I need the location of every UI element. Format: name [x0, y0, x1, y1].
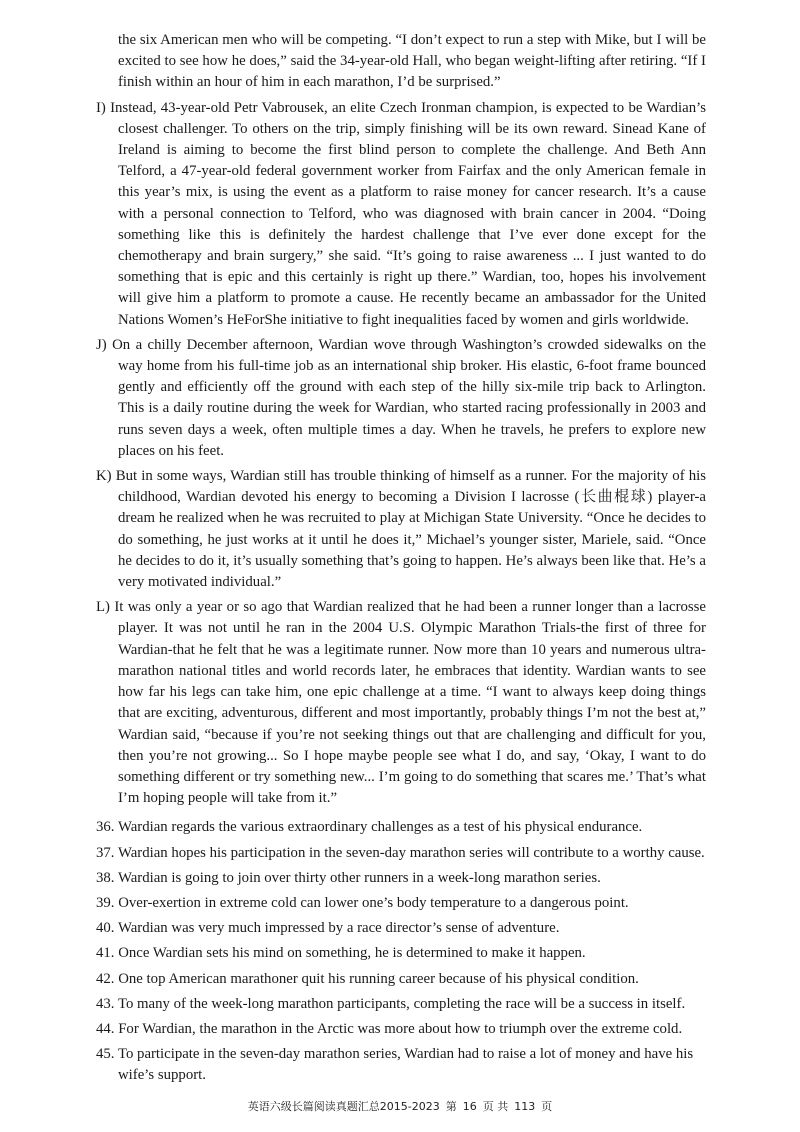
page-footer — [0, 1098, 800, 1114]
question-number: 44. — [96, 1020, 115, 1037]
question-text: Wardian hopes his participation in the seven-day marathon series will contribute to a worthy cause. — [117, 844, 705, 861]
paragraph-label: K) — [96, 468, 112, 485]
paragraph-i — [96, 98, 706, 331]
question-text: One top American marathoner quit his running career because of his physical condition. — [118, 970, 639, 987]
question-number: 37. — [96, 844, 115, 861]
question-item — [96, 943, 706, 964]
question-text: To participate in the seven-day marathon series, Wardian had to raise a lot of money and have his wife’s support. — [117, 1046, 694, 1084]
reading-passage — [96, 30, 706, 1091]
question-text: Wardian was very much impressed by a race director’s sense of adventure. — [117, 920, 560, 937]
paragraph-l — [96, 597, 706, 809]
footer-page-prefix: 第 — [445, 1100, 457, 1113]
paragraph-text: On a chilly December afternoon, Wardian wove through Washington’s crowded sidewalks on the way home from his full-time job as an international ship broker. His elastic, 6-foot frame bounced gently and efficiently off the ground with each step of the hilly six-mile trip back to Arlington. This is a daily routine during the week for Wardian, who started racing professionally in 2003 and runs seven days a week, often multiple times a day. When he travels, he prefers to explore new places on his feet. — [112, 336, 707, 459]
question-text: Over-exertion in extreme cold can lower one’s body temperature to a dangerous point. — [118, 894, 629, 911]
footer-title: 英语六级长篇阅读真题汇总2015-2023 — [247, 1100, 440, 1113]
question-number: 42. — [96, 970, 115, 987]
question-item — [96, 817, 706, 838]
question-list — [96, 817, 706, 1086]
question-text: For Wardian, the marathon in the Arctic was more about how to triumph over the extreme cold. — [118, 1020, 683, 1037]
continued-paragraph: the six American men who will be competing. “I don’t expect to run a step with Mike, but I will be excited to see how he does,” said the 34-year-old Hall, who began weight-lifting after retiring. “If I finish within an hour of him in each marathon, I’d be surprised.” — [118, 32, 706, 91]
paragraph-j — [96, 335, 706, 462]
question-number: 45. — [96, 1046, 115, 1063]
question-text: Wardian is going to join over thirty other runners in a week-long marathon series. — [117, 869, 601, 886]
question-item — [96, 1019, 706, 1040]
question-item — [96, 893, 706, 914]
paragraph-text: But in some ways, Wardian still has trouble thinking of himself as a runner. For the majority of his childhood, Wardian devoted his energy to becoming a Division I lacrosse (长曲棍球) player-a dream he realized when he was recruited to play at Michigan State University. “Once he decides to do something, he just works at it until he does it,” Michael’s younger sister, Mariele, said. “Once he decides to do it, it’s usually something that’s going to happen. He’s always been like that. He’s a very motivated individual.” — [115, 468, 706, 591]
paragraph-label: J) — [96, 336, 107, 353]
question-text: Wardian regards the various extraordinary challenges as a test of his physical endurance. — [117, 819, 643, 836]
question-item — [96, 1044, 706, 1086]
question-text: To many of the week-long marathon participants, completing the race will be a success in itself. — [117, 995, 686, 1012]
question-item — [96, 918, 706, 939]
question-number: 38. — [96, 869, 115, 886]
footer-total-pages: 113 — [514, 1100, 536, 1113]
question-item — [96, 868, 706, 889]
paragraph-label: L) — [96, 599, 110, 616]
question-number: 43. — [96, 995, 115, 1012]
paragraph-text: Instead, 43-year-old Petr Vabrousek, an elite Czech Ironman champion, is expected to be Wardian’s closest challenger. To others on the trip, simply finishing will be its own reward. Sinead Kane of Ireland is aiming to become the first blind person to complete the challenge. And Beth Ann Telford, a 47-year-old federal government worker from Fairfax and the only American female in this year’s mix, is using the event as a platform to raise money for cancer research. It’s a cause with a personal connection to Telford, who was diagnosed with brain cancer in 2004. “Doing something like this is definitely the hardest challenge that I’ve ever done except for the chemotherapy and brain surgery,” she said. “It’s going to raise awareness ... I just wanted to do something that is epic and this certainly is right up there.” Wardian, too, hopes his involvement will give him a platform to promote a cause. He recently became an ambassador for the United Nations Women’s HeForShe initiative to fight inequalities faced by women and girls worldwide. — [110, 99, 707, 328]
paragraph-k — [96, 466, 706, 593]
footer-page-suffix: 页 — [541, 1100, 553, 1113]
question-text: Once Wardian sets his mind on something, he is determined to make it happen. — [118, 945, 586, 962]
footer-page-number: 16 — [462, 1100, 477, 1113]
paragraph-text: It was only a year or so ago that Wardian realized that he had been a runner longer than a lacrosse player. It was not until he ran in the 2004 U.S. Olympic Marathon Trials-the first of three for Wardian-that he felt that he was a legitimate runner. Now more than 10 years and numerous ultra-marathon national titles and world records later, he embraces that identity. Wardian wants to see how far his legs can take him, one epic challenge at a time. “I want to always keep doing things that are exciting, adventurous, different and most importantly, probably things I’m not the best at,” Wardian said, “because if you’re not seeking things out that are challenging and difficult for you, then you’re not growing... So I hope maybe people see what I do, and say, ‘Okay, I want to do something different or try something new... I’m going to do something that scares me.’ That’s what I’m hoping people will take from it.” — [114, 599, 706, 807]
question-number: 36. — [96, 819, 115, 836]
question-item — [96, 994, 706, 1015]
footer-page-mid: 页 共 — [482, 1100, 509, 1113]
question-item — [96, 843, 706, 864]
question-number: 40. — [96, 920, 115, 937]
question-number: 41. — [96, 945, 115, 962]
question-item — [96, 969, 706, 990]
question-number: 39. — [96, 894, 115, 911]
paragraph-label: I) — [96, 99, 106, 116]
